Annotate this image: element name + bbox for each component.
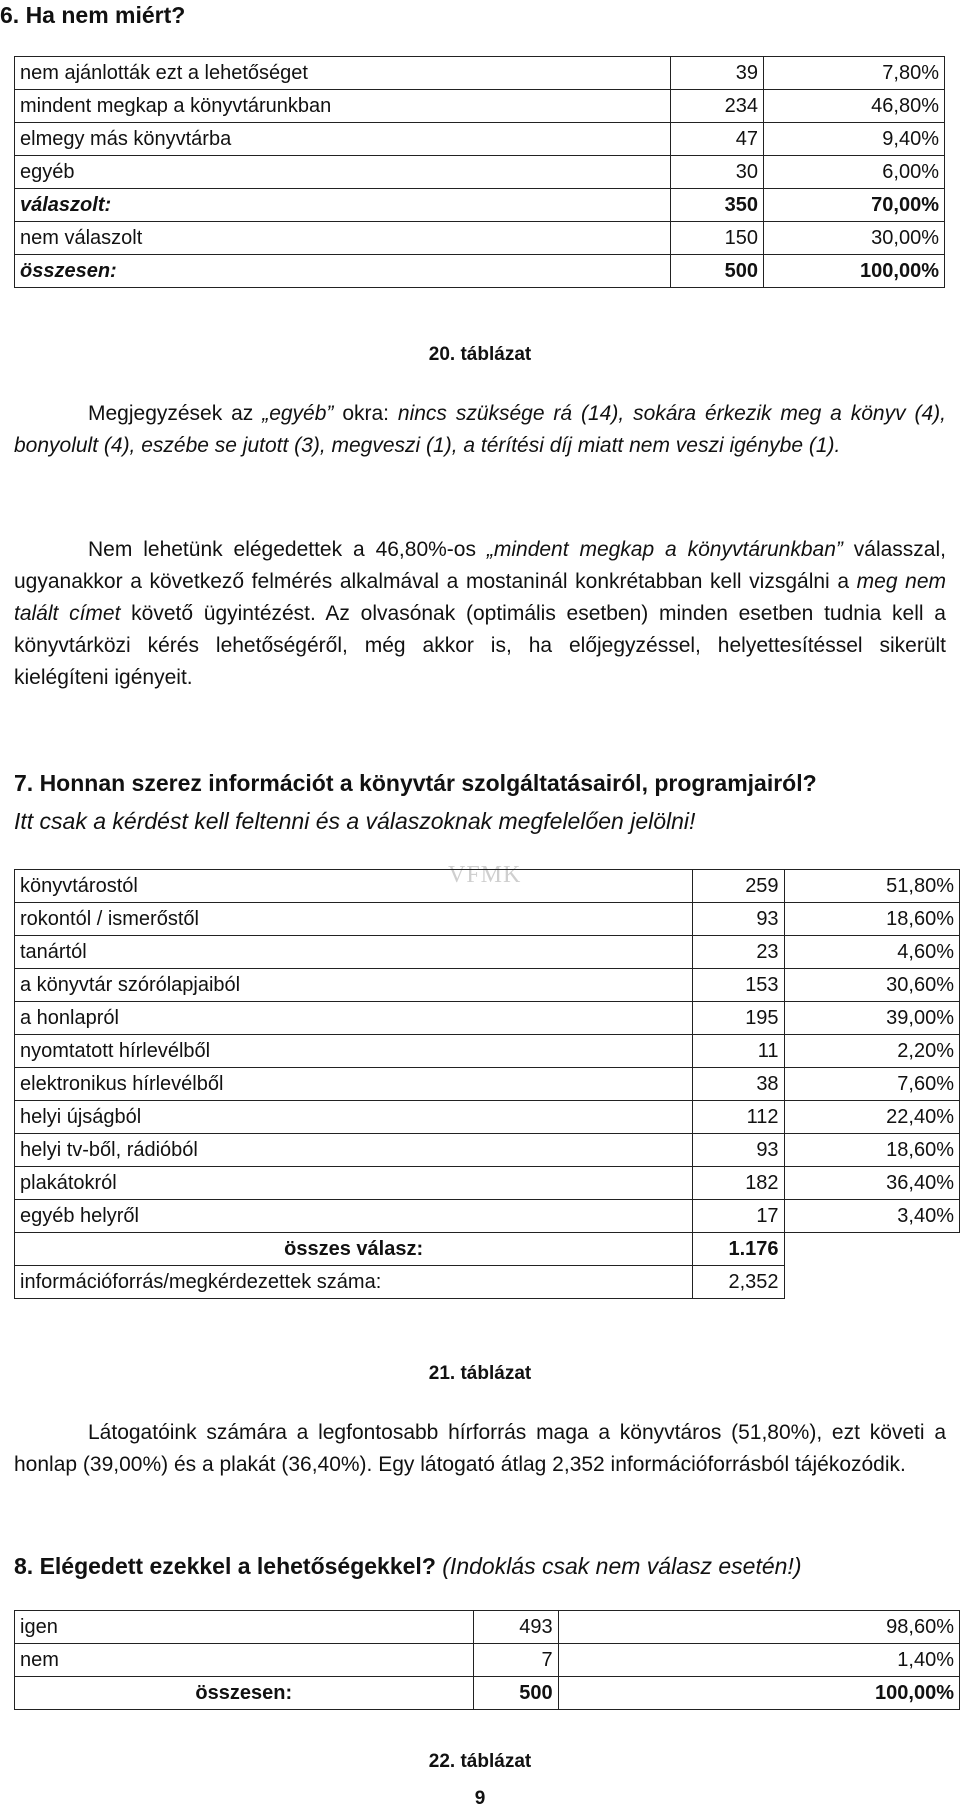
analysis-italic: meg nem talált címet	[14, 570, 946, 625]
table-cell-pct: 3,40%	[784, 1200, 959, 1233]
table-cell-pct: 100,00%	[558, 1677, 959, 1710]
table-cell-label: összesen:	[15, 1677, 474, 1710]
note-quote-open: „	[262, 402, 270, 425]
table-row-answered	[15, 189, 945, 222]
table-cell-pct: 70,00%	[764, 189, 945, 222]
table-row	[15, 1200, 960, 1233]
table-cell-label: összesen:	[15, 255, 671, 288]
table-cell-count: 93	[693, 1134, 784, 1167]
table-20	[14, 56, 945, 288]
table-row-total	[15, 1677, 960, 1710]
table-cell-count: 2,352	[693, 1266, 784, 1299]
page-number: 9	[474, 1788, 486, 1809]
note-rest: nincs szüksége rá (14), sokára érkezik meg a könyv (4), bonyolult (4), eszébe se jutott (3), megveszi (1), a térítési díj miatt nem veszi igénybe (1).	[14, 402, 946, 457]
table-row	[15, 1101, 960, 1134]
table-cell-count: 7	[473, 1644, 558, 1677]
table-cell-label: tanártól	[15, 936, 693, 969]
table-cell-pct: 9,40%	[764, 123, 945, 156]
table-row	[15, 156, 945, 189]
table-row	[15, 1644, 960, 1677]
table-cell-count: 195	[693, 1002, 784, 1035]
table-cell-pct: 7,60%	[784, 1068, 959, 1101]
table-20-caption: 20. táblázat	[428, 344, 532, 365]
table-cell-pct: 7,80%	[764, 57, 945, 90]
table-row	[15, 1002, 960, 1035]
table-cell-count: 234	[671, 90, 764, 123]
table-cell-label: helyi újságból	[15, 1101, 693, 1134]
table-cell-label: információforrás/megkérdezettek száma:	[15, 1266, 693, 1299]
table-cell-count: 182	[693, 1167, 784, 1200]
table-row	[15, 936, 960, 969]
table-row	[15, 1068, 960, 1101]
table-cell-label: összes válasz:	[15, 1233, 693, 1266]
table-cell-label: a könyvtár szórólapjaiból	[15, 969, 693, 1002]
table-cell-pct: 30,00%	[764, 222, 945, 255]
table-row-ratio	[15, 1266, 960, 1299]
analysis-part1: Nem lehetünk elégedettek a 46,80%-os	[88, 538, 487, 561]
section7-heading: 7. Honnan szerez információt a könyvtár szolgáltatásairól, programjairól?	[14, 770, 817, 796]
table-row	[15, 969, 960, 1002]
table-cell-label: igen	[15, 1611, 474, 1644]
table-cell-label: rokontól / ismerőstől	[15, 903, 693, 936]
table-cell-label: elektronikus hírlevélből	[15, 1068, 693, 1101]
table-cell-pct: 2,20%	[784, 1035, 959, 1068]
table-cell-count: 47	[671, 123, 764, 156]
table-cell-pct: 4,60%	[784, 936, 959, 969]
section8-heading	[14, 1553, 801, 1580]
table-row	[15, 222, 945, 255]
table-cell-count: 350	[671, 189, 764, 222]
table-cell-pct: 1,40%	[558, 1644, 959, 1677]
table-row	[15, 123, 945, 156]
note-paragraph	[14, 398, 946, 462]
table-cell-label: elmegy más könyvtárba	[15, 123, 671, 156]
table-cell-count: 30	[671, 156, 764, 189]
table-cell-pct: 98,60%	[558, 1611, 959, 1644]
table-cell-pct: 100,00%	[764, 255, 945, 288]
table-row	[15, 870, 960, 903]
section7-subheading: Itt csak a kérdést kell feltenni és a válaszoknak megfelelően jelölni!	[14, 808, 696, 834]
table-cell-count: 11	[693, 1035, 784, 1068]
table-cell-count: 153	[693, 969, 784, 1002]
table-cell-count: 112	[693, 1101, 784, 1134]
table-cell-count: 150	[671, 222, 764, 255]
table-cell-pct: 6,00%	[764, 156, 945, 189]
table-cell-label: nem ajánlották ezt a lehetőséget	[15, 57, 671, 90]
table-cell-count: 23	[693, 936, 784, 969]
table-cell-count: 1.176	[693, 1233, 784, 1266]
table-cell-label: nyomtatott hírlevélből	[15, 1035, 693, 1068]
table-row	[15, 1035, 960, 1068]
table-21	[14, 869, 960, 1299]
table-cell-label: válaszolt:	[15, 189, 671, 222]
table-cell-label: helyi tv-ből, rádióból	[15, 1134, 693, 1167]
summary-text: Látogatóink számára a legfontosabb hírforrás maga a könyvtáros (51,80%), ezt követi a honlap (39,00%) és a plakát (36,40%). Egy látogató átlag 2,352 információforrásból tájékozódik.	[14, 1421, 946, 1476]
table-cell-pct: 22,40%	[784, 1101, 959, 1134]
table-cell-count: 259	[693, 870, 784, 903]
note-egyeb: egyéb	[269, 402, 327, 425]
table-cell-label: nem válaszolt	[15, 222, 671, 255]
note-prefix: Megjegyzések az	[88, 402, 263, 425]
table-row	[15, 1167, 960, 1200]
table-cell-pct: 36,40%	[784, 1167, 959, 1200]
table-cell-pct: 18,60%	[784, 903, 959, 936]
analysis-part3: követő ügyintézést. Az olvasónak (optimális esetben) minden esetben tudnia kell a könyvtárközi kérés lehetőségéről, még akkor is, ha előjegyzéssel, helyettesítéssel sikerült kielégíteni igényeit.	[14, 602, 946, 689]
analysis-paragraph	[14, 534, 946, 694]
table-cell-pct: 39,00%	[784, 1002, 959, 1035]
summary-paragraph	[14, 1417, 946, 1481]
table-22	[14, 1610, 960, 1710]
table-cell-count: 38	[693, 1068, 784, 1101]
analysis-part2: válasszal, ugyanakkor a következő felmérés alkalmával a mostaninál konkrétabban kell vizsgálni a	[14, 538, 946, 593]
table-cell-count: 493	[473, 1611, 558, 1644]
analysis-quote: „mindent megkap a könyvtárunkban”	[486, 538, 843, 561]
table-cell-label: a honlapról	[15, 1002, 693, 1035]
table-cell-count: 39	[671, 57, 764, 90]
table-21-caption: 21. táblázat	[428, 1363, 532, 1384]
table-row	[15, 1134, 960, 1167]
table-cell-count: 17	[693, 1200, 784, 1233]
table-cell-pct: 18,60%	[784, 1134, 959, 1167]
table-cell-label: egyéb helyről	[15, 1200, 693, 1233]
note-quote-close: ”	[326, 402, 334, 425]
table-cell-pct: 46,80%	[764, 90, 945, 123]
table-cell-count: 93	[693, 903, 784, 936]
table-row	[15, 90, 945, 123]
table-cell-empty	[784, 1266, 959, 1299]
table-row	[15, 1611, 960, 1644]
watermark: VFMK	[448, 862, 522, 888]
table-cell-label: mindent megkap a könyvtárunkban	[15, 90, 671, 123]
table-cell-count: 500	[671, 255, 764, 288]
table-row	[15, 57, 945, 90]
table-cell-label: nem	[15, 1644, 474, 1677]
table-cell-count: 500	[473, 1677, 558, 1710]
section6-heading: 6. Ha nem miért?	[0, 2, 186, 28]
section8-heading-italic: (Indoklás csak nem válasz esetén!)	[442, 1553, 802, 1579]
table-row	[15, 903, 960, 936]
table-cell-label: egyéb	[15, 156, 671, 189]
table-row-total	[15, 255, 945, 288]
table-22-caption: 22. táblázat	[428, 1751, 532, 1772]
section8-heading-text: 8. Elégedett ezekkel a lehetőségekkel?	[14, 1553, 436, 1579]
table-cell-pct: 30,60%	[784, 969, 959, 1002]
table-cell-label: plakátokról	[15, 1167, 693, 1200]
note-mid: okra:	[333, 402, 398, 425]
table-cell-label: könyvtárostól	[15, 870, 693, 903]
table-cell-pct: 51,80%	[784, 870, 959, 903]
table-cell-empty	[784, 1233, 959, 1266]
table-row-total-answers	[15, 1233, 960, 1266]
